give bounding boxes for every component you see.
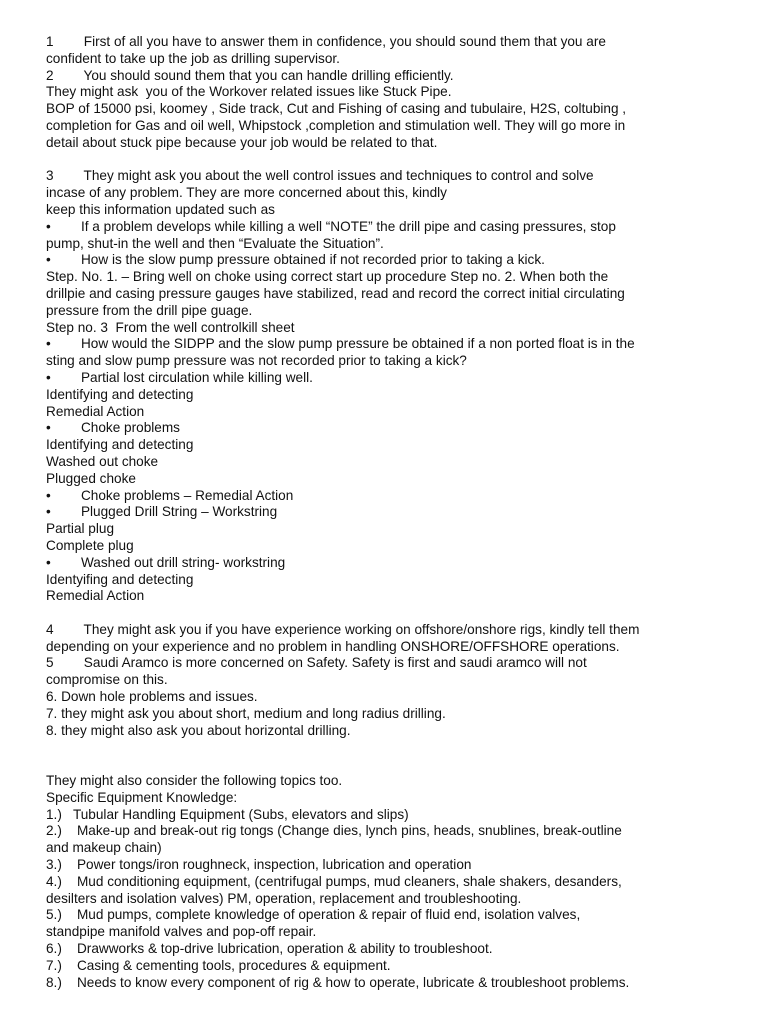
text-line: Identyifing and detecting [46,571,194,587]
text-line: • Choke problems – Remedial Action [46,487,294,503]
text-line: • Plugged Drill String – Workstring [46,504,278,520]
text-line: 5.) Mud pumps, complete knowledge of operation & repair of fluid end, isolation valves, [46,907,581,923]
text-line: compromise on this. [46,672,168,688]
text-line: incase of any problem. They are more concerned about this, kindly [46,185,447,201]
text-line: Partial plug [46,521,115,537]
blank-line [46,756,744,773]
blank-line [46,605,744,622]
text-line: 1 First of all you have to answer them in confidence, you should sound them that you are [46,34,606,49]
text-line: BOP of 15000 psi, koomey , Side track, Cut and Fishing of casing and tubulaire, H2S, coltubing , [46,101,627,117]
text-line: 1.) Tubular Handling Equipment (Subs, elevators and slips) [46,806,409,822]
text-line: Remedial Action [46,403,145,419]
text-line: Identifying and detecting [46,386,194,402]
text-line: desilters and isolation valves) PM, operation, replacement and troubleshooting. [46,890,522,906]
text-line: completion for Gas and oil well, Whipstock ,completion and stimulation well. They will go more in [46,117,626,133]
text-line: keep this information updated such as [46,201,275,217]
text-line: 7.) Casing & cementing tools, procedures & equipment. [46,957,391,973]
text-line: Step no. 3 From the well controlkill sheet [46,319,295,335]
text-line: Complete plug [46,537,134,553]
text-line: They might ask you of the Workover related issues like Stuck Pipe. [46,84,452,100]
text-line: drillpie and casing pressure gauges have stabilized, read and record the correct initial circulating [46,285,625,301]
text-line: 4.) Mud conditioning equipment, (centrifugal pumps, mud cleaners, shale shakers, desanders, [46,873,622,889]
text-line: 8. they might also ask you about horizontal drilling. [46,722,351,738]
text-line: • How is the slow pump pressure obtained if not recorded prior to taking a kick. [46,252,545,268]
text-line: They might also consider the following topics too. [46,773,343,789]
text-line: • How would the SIDPP and the slow pump pressure be obtained if a non ported float is in the [46,336,635,352]
text-line: standpipe manifold valves and pop-off repair. [46,924,317,940]
blank-line [46,739,744,756]
text-line: Plugged choke [46,470,136,486]
text-line: Washed out choke [46,453,159,469]
text-line: 4 They might ask you if you have experience working on offshore/onshore rigs, kindly tell them [46,621,640,637]
text-line: depending on your experience and no problem in handling ONSHORE/OFFSHORE operations. [46,638,620,654]
text-line: 8.) Needs to know every component of rig & how to operate, lubricate & troubleshoot problems. [46,974,630,990]
text-line: • Choke problems [46,420,180,436]
text-line: • Washed out drill string- workstring [46,554,286,570]
text-line: • If a problem develops while killing a well “NOTE” the drill pipe and casing pressures, stop [46,218,616,234]
text-line: sting and slow pump pressure was not recorded prior to taking a kick? [46,353,467,369]
blank-line [46,152,744,169]
text-line: 5 Saudi Aramco is more concerned on Safety. Safety is first and saudi aramco will not [46,655,587,671]
text-line: and makeup chain) [46,840,162,856]
text-line: Identifying and detecting [46,437,194,453]
text-line: detail about stuck pipe because your job would be related to that. [46,134,438,150]
text-line: • Partial lost circulation while killing well. [46,369,313,385]
text-line: Step. No. 1. – Bring well on choke using correct start up procedure Step no. 2. When both the [46,269,609,285]
text-line: pressure from the drill pipe guage. [46,302,253,318]
text-line: Remedial Action [46,588,145,604]
text-line: 2.) Make-up and break-out rig tongs (Change dies, lynch pins, heads, snublines, break-outline [46,823,622,839]
text-line: 7. they might ask you about short, medium and long radius drilling. [46,705,446,721]
text-line: pump, shut-in the well and then “Evaluate the Situation”. [46,235,384,251]
text-line: 3.) Power tongs/iron roughneck, inspection, lubrication and operation [46,857,472,873]
text-line: 3 They might ask you about the well control issues and techniques to control and solve [46,168,594,184]
text-line: Specific Equipment Knowledge: [46,789,238,805]
text-line: 6. Down hole problems and issues. [46,689,258,705]
text-line: 2 You should sound them that you can handle drilling efficiently. [46,67,454,83]
text-line: confident to take up the job as drilling supervisor. [46,50,340,66]
text-line: 6.) Drawworks & top-drive lubrication, operation & ability to troubleshoot. [46,941,493,957]
